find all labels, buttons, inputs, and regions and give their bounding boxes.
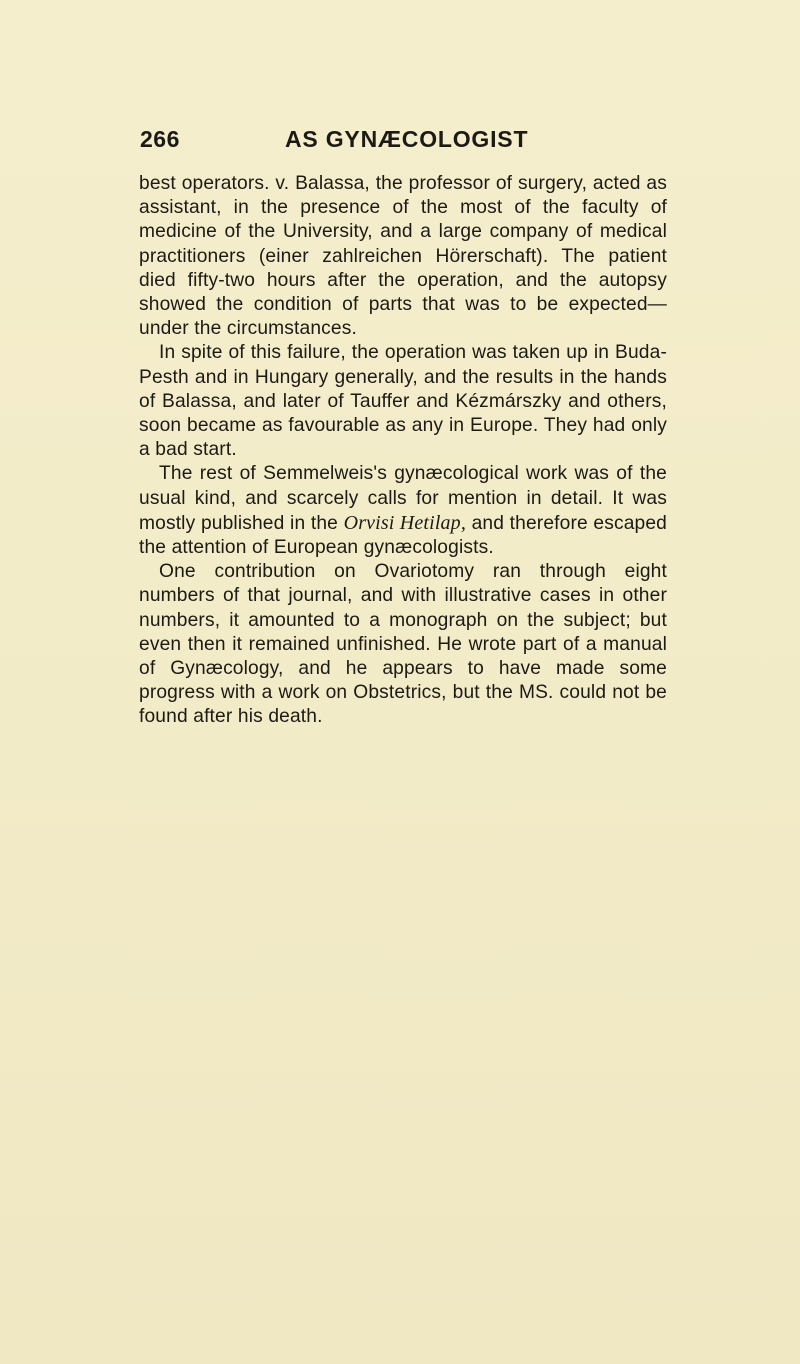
paragraph-4: One contribution on Ovariotomy ran through eight numbers of that journal, and with illustrative cases in other numbers, it amounted to a monograph on the subject; but even then it remained unfinished. He wrote part of a manual of Gynæcology, and he appears to have made some progress with a work on Obstetrics, but the MS. could not be found after his death. [139, 561, 667, 728]
running-title: AS GYNÆCOLOGIST [285, 126, 529, 152]
page-number: 266 [140, 126, 180, 152]
body-text [139, 172, 667, 730]
paragraph-2: In spite of this failure, the operation was taken up in Buda-Pesth and in Hungary generally, and the results in the hands of Balassa, and later of Tauffer and Kézmárszky and others, soon became as favourable as any in Europe. They had only a bad start. [139, 342, 667, 461]
page-edge [760, 1090, 800, 1091]
paragraph-3 [139, 462, 667, 560]
page-header [0, 126, 800, 162]
paragraph-1: best operators. v. Balassa, the professor of surgery, acted as assistant, in the presence of the most of the faculty of medicine of the University, and a large company of medical practitioners (einer zahlreichen Hörerschaft). The patient died fifty-two hours after the operation, and the autopsy showed the condition of parts that was to be expected—under the circumstances. [139, 173, 667, 340]
paragraph-3-text-after: and therefore escaped the attention of European gynæcologists. [139, 512, 667, 559]
paragraph-3-text-before: The rest of Semmelweis's gynæcological work was of the usual kind, and scarcely calls for mention in detail. It was mostly published in the [139, 463, 667, 534]
journal-title: Orvisi Hetilap, [343, 511, 466, 534]
